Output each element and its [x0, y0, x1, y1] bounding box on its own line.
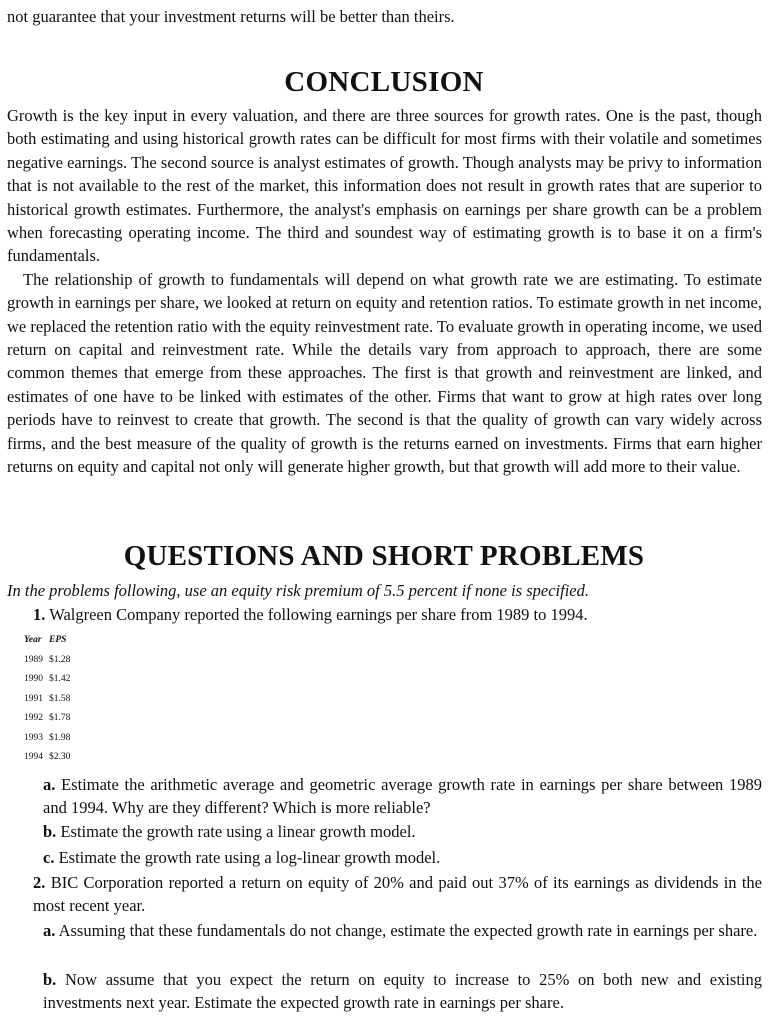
- carryover-line: not guarantee that your investment returns will be better than theirs.: [7, 7, 455, 26]
- question-2-number: 2.: [33, 873, 46, 892]
- eps-year: 1989: [24, 654, 43, 665]
- question-2: [33, 871, 762, 918]
- eps-value: $2.30: [49, 752, 71, 762]
- eps-year: 1994: [24, 752, 43, 762]
- eps-table-header: [24, 631, 70, 651]
- question-1a: [43, 773, 762, 820]
- question-2-text: BIC Corporation reported a return on equity of 20% and paid out 37% of its earnings as dividends in the most recent year.: [33, 873, 763, 916]
- eps-value: $1.28: [49, 654, 71, 665]
- questions-intro: In the problems following, use an equity risk premium of 5.5 percent if none is specified.: [7, 581, 589, 600]
- question-2b-label: b.: [43, 970, 57, 989]
- eps-value: $1.78: [49, 713, 71, 723]
- question-1-text: Walgreen Company reported the following earnings per share from 1989 to 1994.: [49, 605, 588, 624]
- eps-year: 1992: [24, 713, 43, 723]
- eps-table-row: [24, 690, 70, 710]
- eps-value: $1.58: [49, 693, 71, 704]
- question-1c: [43, 846, 762, 869]
- question-2b-text: Now assume that you expect the return on equity to increase to 25% on both new and existing investments next year. Estimate the expected growth rate in earnings per share.: [43, 970, 763, 1013]
- conclusion-body: [7, 104, 762, 479]
- question-2a: [43, 919, 762, 942]
- question-2b: [43, 968, 762, 1015]
- question-1c-text: Estimate the growth rate using a log-linear growth model.: [58, 848, 441, 867]
- question-1b: [43, 820, 762, 843]
- question-1c-label: c.: [43, 848, 55, 867]
- question-1b-text: Estimate the growth rate using a linear growth model.: [60, 822, 416, 841]
- eps-year: 1990: [24, 674, 43, 684]
- eps-year: 1993: [24, 732, 43, 743]
- eps-value: $1.98: [49, 732, 71, 743]
- eps-table-row: [24, 670, 70, 690]
- eps-header-eps: EPS: [49, 635, 67, 645]
- eps-table-row: [24, 709, 70, 729]
- question-2a-text: Assuming that these fundamentals do not change, estimate the expected growth rate in earnings per share.: [58, 921, 758, 940]
- eps-table: [24, 631, 70, 768]
- eps-year: 1991: [24, 693, 43, 704]
- question-1a-label: a.: [43, 775, 56, 794]
- conclusion-heading: CONCLUSION: [284, 66, 484, 98]
- question-1a-text: Estimate the arithmetic average and geometric average growth rate in earnings per share between 1989 and 1994. Why are they different? Which is more reliable?: [43, 775, 763, 818]
- eps-table-row: [24, 748, 70, 768]
- eps-table-row: [24, 651, 70, 671]
- question-1-number: 1.: [33, 605, 46, 624]
- eps-table-row: [24, 729, 70, 749]
- conclusion-paragraph-2: The relationship of growth to fundamentals will depend on what growth rate we are estimating. To estimate growth in earnings per share, we looked at return on equity and retention ratios. To estimate growth in net income, we replaced the retention ratio with the equity reinvestment rate. To evaluate growth in operating income, we used return on capital and reinvestment rate. While the details vary from approach to approach, there are some common themes that emerge from these approaches. The first is that growth and reinvestment are linked, and estimates of one have to be linked with estimates of the other. Firms that want to grow at high rates over long periods have to reinvest to create that growth. The second is that the quality of growth can vary widely across firms, and the best measure of the quality of growth is the returns earned on investments. Firms that earn higher returns on equity and capital not only will generate higher growth, but that growth will add more to their value.: [7, 269, 762, 477]
- eps-value: $1.42: [49, 674, 71, 684]
- conclusion-paragraph-1: Growth is the key input in every valuation, and there are three sources for growth rates. One is the past, though both estimating and using historical growth rates can be difficult for most firms with their volatile and sometimes negative earnings. The second source is analyst estimates of growth. Though analysts may be privy to information that is not available to the rest of the market, this information does not result in growth rates that are superior to historical growth estimates. Furthermore, the analyst's emphasis on earnings per share growth can be a problem when forecasting operating income. The third and soundest way of estimating growth is to base it on a firm's fundamentals.: [7, 106, 762, 266]
- questions-heading: QUESTIONS AND SHORT PROBLEMS: [123, 540, 645, 572]
- question-1: [33, 603, 588, 626]
- eps-header-year: Year: [24, 635, 42, 645]
- question-2a-label: a.: [43, 921, 56, 940]
- question-1b-label: b.: [43, 822, 57, 841]
